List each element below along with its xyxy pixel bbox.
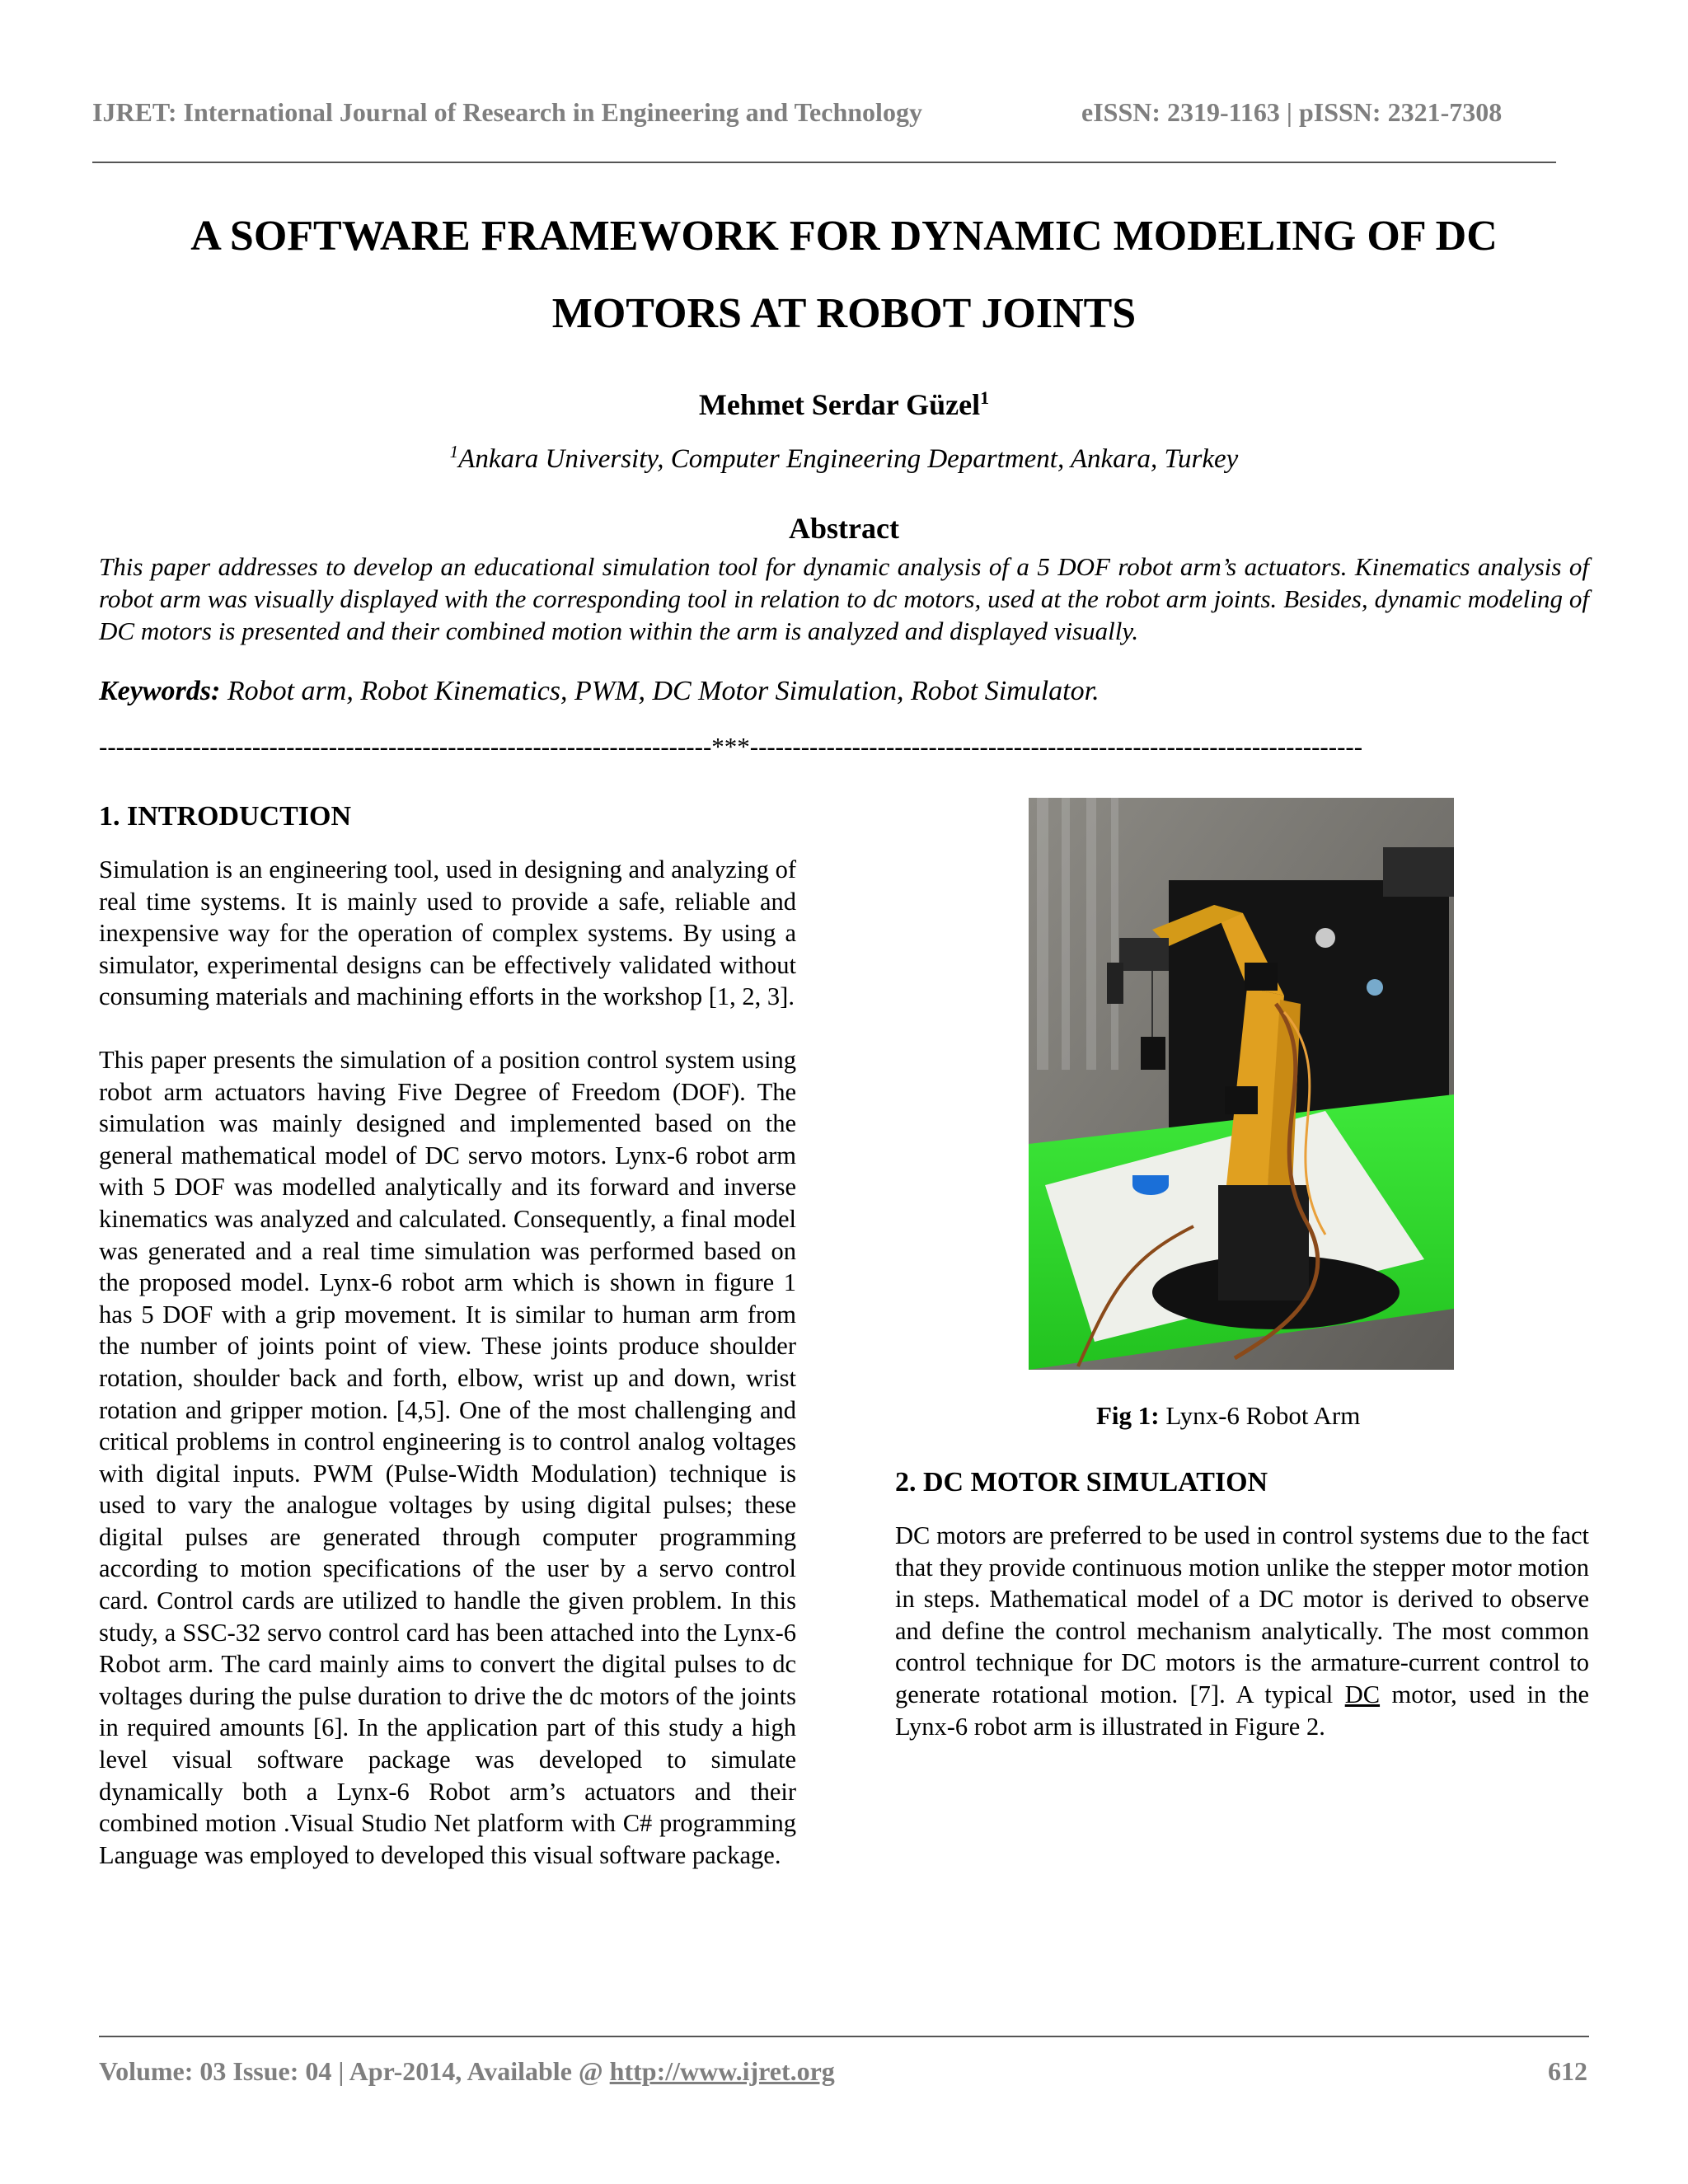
section-1-body <box>99 854 796 1902</box>
intro-paragraph-1: Simulation is an engineering tool, used in designing and analyzing of real time systems. It is mainly used to provide a safe, reliable and inexpensive way for the operation of complex systems. By using a simulator, experimental designs can be effectively validated without consuming materials and machining efforts in the workshop [1, 2, 3]. <box>99 855 796 1011</box>
footer-text: Volume: 03 Issue: 04 | Apr-2014, Available @ <box>99 2056 610 2086</box>
figure-1-robot-arm-photo <box>1029 798 1454 1370</box>
footer-volume-info <box>99 2056 835 2087</box>
title-line-2: MOTORS AT ROBOT JOINTS <box>551 290 1137 337</box>
issn: eISSN: 2319-1163 | pISSN: 2321-7308 <box>1081 97 1503 127</box>
section-2-body <box>895 1520 1589 1774</box>
affiliation <box>0 442 1688 475</box>
page-number: 612 <box>1548 2056 1587 2086</box>
figure-1-caption-label: Fig 1: <box>1096 1401 1160 1430</box>
affiliation-superscript: 1 <box>449 442 459 462</box>
paper-title <box>82 198 1606 353</box>
dc-motor-text-1: DC motors are preferred to be used in control systems due to the fact that they provide continuous motion unlike the stepper motor motion in steps. Mathematical model of a DC motor is derived to observe and define the control mechanism analytically. The most common control technique for DC motors is the armature-current control to generate rotational motion. [7]. A typical <box>895 1521 1589 1708</box>
abstract-text: This paper addresses to develop an educational simulation tool for dynamic analysis of a 5 DOF robot arm’s actuators. Kinematics analysis of robot arm was visually displayed with the corresponding tool in relation to dc motors, used at the robot arm joints. Besides, dynamic modeling of DC motors is presented and their combined motion within the arm is analyzed and displayed visually. <box>99 552 1589 645</box>
journal-link[interactable]: http://www.ijret.org <box>609 2056 835 2086</box>
keywords-label: Keywords: <box>99 676 221 706</box>
separator-line: ------------------------------------------------------------------------***------------------------------------------------------------------------ <box>99 732 1363 761</box>
author-superscript: 1 <box>980 387 990 408</box>
header-rule <box>92 162 1556 163</box>
affiliation-text: Ankara University, Computer Engineering Department, Ankara, Turkey <box>458 444 1239 474</box>
abstract-heading: Abstract <box>789 512 899 545</box>
dc-motor-paragraph <box>895 1520 1589 1742</box>
author <box>0 387 1688 422</box>
dc-underlined-word: DC <box>1344 1680 1381 1708</box>
keywords <box>99 676 1589 707</box>
keywords-text: Robot arm, Robot Kinematics, PWM, DC Motor Simulation, Robot Simulator. <box>220 676 1100 706</box>
figure-1-caption <box>1096 1401 1688 1431</box>
section-1-heading: 1. INTRODUCTION <box>99 801 352 832</box>
author-name: Mehmet Serdar Güzel <box>698 388 981 421</box>
running-header <box>92 97 1550 128</box>
dc-motor-text-2: motor, used in the Lynx-6 robot arm is illustrated in Figure 2. <box>895 1680 1589 1741</box>
footer-rule <box>99 2036 1589 2037</box>
figure-1-caption-text: Lynx-6 Robot Arm <box>1159 1401 1361 1430</box>
robot-arm-photo-icon <box>1029 798 1454 1370</box>
section-2-heading: 2. DC MOTOR SIMULATION <box>895 1467 1268 1497</box>
intro-paragraph-2: This paper presents the simulation of a position control system using robot arm actuators having Five Degree of Freedom (DOF). The simulation was mainly designed and implemented based on the general mathematical model of DC servo motors. Lynx-6 robot arm with 5 DOF was modelled analytically and its forward and inverse kinematics was analyzed and calculated. Consequently, a final model was generated and a real time simulation was performed based on the proposed model. Lynx-6 robot arm which is shown in figure 1 has 5 DOF with a grip movement. It is similar to human arm from the number of joints point of view. These joints produce shoulder rotation, shoulder back and forth, elbow, wrist up and down, wrist rotation and gripper motion. [4,5]. One of the most challenging and critical problems in control engineering is to control analog voltages with digital inputs. PWM (Pulse-Width Modulation) technique is used to vary the analogue voltages by using digital pulses; these digital pulses are generated through computer programming according to motion specifications of the user by a servo control card. Control cards are utilized to handle the given problem. In this study, a SSC-32 servo control card has been attached into the Lynx-6 Robot arm. The card mainly aims to convert the digital pulses to dc voltages during the pulse duration to drive the dc motors of the joints in required amounts [6]. In the application part of this study a high level visual software package was developed to simulate dynamically both a Lynx-6 Robot arm’s actuators and their combined motion .Visual Studio Net platform with C# programming Language was employed to developed this visual software package. <box>99 1045 796 1869</box>
title-line-1: A SOFTWARE FRAMEWORK FOR DYNAMIC MODELING OF DC <box>190 213 1498 260</box>
journal-name: IJRET: International Journal of Research in Engineering and Technology <box>92 97 922 127</box>
